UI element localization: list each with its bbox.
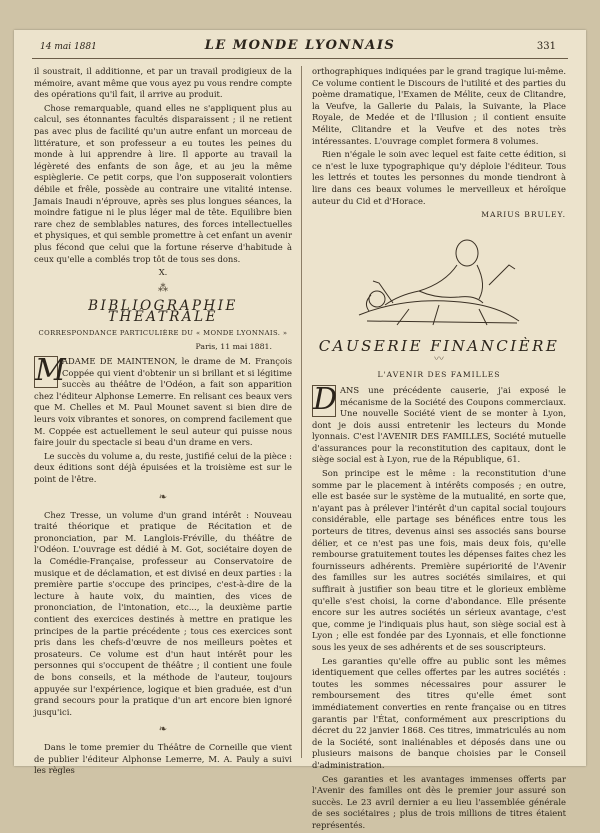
header-date: 14 mai 1881 (40, 42, 97, 52)
article-subheading: L'AVENIR DES FAMILLES (377, 370, 501, 380)
paragraph: orthographiques indiquées par le grand tragique lui-même. Ce volume contient le Discours de l'utilité et des parties du poème dramatique, l'Examen de Mélite, ceux de Clitandre, la Veufve, la Gallerie du Palais, la Suivante, la Place Royale, de Medée et de l'Illusion ; il contient ensuite Mélite, Clitandre et la Veufve et des notes très intéressantes. L'ouvrage complet formera 8 volumes. (312, 66, 566, 146)
paragraph: Chose remarquable, quand elles ne s'appliquent plus au calcul, ses étonnantes facultés disparaissent ; il ne retient pas avec plus de facilité qu'un autre enfant un morceau de littérature, et son professeur a eu toutes les peines du monde à lui apprendre à lire. Il apporte au travail la légèreté des enfants de son âge, et au jeu la même espièglerie. Ce petit corps, que l'on supposerait volontiers débile et frêle, possède au contraire une vitalité intense. Jamais Inaudi n'éprouve, après ses plus longues séances, la moindre fatigue ni le plus léger mal de tête. Equilibre bien rare chez de semblables natures, des forces intellectuelles et physiques, et qui semble promettre à cet enfant un avenir plus fécond que celui que la fortune réserve d'habitude à ceux qu'elle a comblés trop tôt de tous ses dons. (34, 102, 292, 264)
dateline: Paris, 11 mai 1881. (195, 342, 272, 352)
signature: X. (158, 267, 168, 278)
left-column (34, 66, 292, 779)
paragraph-with-dropcap (312, 381, 566, 466)
dropcap-letter: D (313, 381, 338, 417)
reclining-figure-illustration (312, 225, 566, 335)
column-divider (301, 66, 302, 758)
fleuron-icon: ❧ (158, 491, 168, 503)
newspaper-page (14, 30, 586, 830)
paragraph: Les garanties qu'elle offre au public sont les mêmes identiquement que celles offertes par les autres sociétés : toutes les sommes nécessaires pour assurer le remboursement des titres qu'elle émet sont immédiatement converties en rente française ou en titres garantis par l'État, conformément aux prescriptions du décret du 22 janvier 1868. Ces titres, immatriculés au nom de la Société, sont inaliénables et déposés dans une ou plusieurs maisons de banque choisies par le Conseil d'administration. (312, 655, 566, 770)
page-number: 331 (536, 41, 556, 52)
paragraph: Le succès du volume a, du reste, justifié celui de la pièce : deux éditions sont déjà épuisées et la troisième est sur le point de l'être. (34, 450, 292, 484)
right-column (312, 66, 566, 833)
dropcap-letter: M (35, 353, 66, 389)
masthead-title: LE MONDE LYONNAIS (204, 38, 396, 53)
paragraph: Son principe est le même : la reconstitution d'une somme par le placement à intérêts composés ; en outre, elle est basée sur le système de la mutualité, en sorte que, n'ayant pas à prélever l'intérêt d'un capital social toujours considérable, elle partage ses bénéfices entre tous les porteurs de titres, devenus ainsi ses associés sans bourse délier, et ce n'est pas une fois, mais deux fois, qu'elle rembourse gratuitement toutes les dépenses faites chez les fournisseurs adhérents. Première supériorité de l'Avenir des familles sur les autres sociétés similaires, et qui suffirait à justifier son beau titre et le glorieux emblème qu'elle s'est choisi, la corne d'abondance. Elle présente encore sur les autres sociétés un sérieux avantage, c'est que, comme je l'indiquais plus haut, son siège social est à Lyon ; elle est fondée par des Lyonnais, et elle fonctionne sous les yeux de ses adhérents et de ses souscripteurs. (312, 468, 566, 652)
paragraph-text: ANS une précédente causerie, j'ai exposé le mécanisme de la Société des Coupons commerciaux. Une nouvelle Société vient de se monter à Lyon, dont je dois aussi entretenir les lecteurs du Monde lyonnais. C'est l'AVENIR DES FAMILLES, Société mutuelle d'assurances pour la reconstitution des capitaux, dont le siège social est à Lyon, rue de la République, 61. (312, 384, 566, 465)
paragraph: Rien n'égale le soin avec lequel est faite cette édition, si ce n'est le luxe typographique qu'y déploie l'éditeur. Tous les lettrés et toutes les personnes du monde tiendront à lire dans ces beaux volumes le merveilleux et héroïque auteur du Cid et d'Horace. (312, 149, 566, 206)
reclining-figure-icon (349, 225, 529, 333)
paragraph: Dans le tome premier du Théâtre de Corneille que vient de publier l'éditeur Alphonse Lemerre, M. A. Pauly a suivi les règles (34, 742, 292, 776)
page-header (32, 36, 568, 59)
ornament-divider: 〰 (434, 354, 444, 366)
paragraph-with-dropcap (34, 353, 292, 449)
paragraph: Chez Tresse, un volume d'un grand intérêt : Nouveau traité théorique et pratique de Récitation et de prononciation, par M. Langlois-Fréville, du théâtre de l'Odéon. L'ouvrage est dédié à M. Got, sociétaire doyen de la Comédie-Française, professeur au Conservatoire de musique et de déclamation, et est divisé en deux parties : la première partie s'occupe des principes, c'est-à-dire de la lecture à haute voix, du maintien, des vices de prononciation, de l'intonation, etc..., la deuxième partie contient des exercices destinés à mettre en pratique les principes de la partie précédente ; tous ces exercices sont pris dans les chefs-d'œuvre de nos meilleurs poètes et prosateurs. Ce volume est d'un haut intérêt pour les personnes qui s'occupent de théâtre ; il contient une foule de bons conseils, et la méthode de l'auteur, toujours appuyée sur l'expérience, logique et bien graduée, est d'un grand secours pour la pratique d'un art encore bien ignoré jusqu'ici. (34, 509, 292, 717)
paragraph-text: ADAME DE MAINTENON, le drame de M. François Coppée qui vient d'obtenir un si brillant et si légitime succès au théâtre de l'Odéon, a fait son apparition chez l'éditeur Alphonse Lemerre. En relisant ces beaux vers que M. Chelles et M. Paul Mounet savent si bien dire de leurs voix vibrantes et sonores, on comprend facilement que M. Coppée est actuellement le seul auteur qui puisse nous faire jouir du spectacle si beau d'un drame en vers. (34, 356, 292, 448)
correspondence-line: CORRESPONDANCE PARTICULIÈRE DU « MONDE LYONNAIS. » (38, 328, 288, 337)
signature: MARIUS BRULEY. (481, 210, 566, 220)
ornament-divider: ⁂ (158, 282, 168, 294)
paragraph: Ces garanties et les avantages immenses offerts par l'Avenir des familles ont dès le premier jour assuré son succès. Le 23 avril dernier a eu lieu l'assemblée générale de ses sociétaires ; plus de trois millions de titres étaient représentés. (312, 773, 566, 830)
fleuron-icon: ❧ (158, 724, 168, 736)
section-title-bibliographie: BIBLIOGRAPHIE THÉATRALE (88, 297, 238, 326)
section-title-causerie: CAUSERIE FINANCIÈRE (318, 336, 560, 355)
paragraph: il soustrait, il additionne, et par un travail prodigieux de la mémoire, avant même que vous ayez pu vous rendre compte des opérations qu'il fait, il arrive au produit. (34, 66, 292, 100)
